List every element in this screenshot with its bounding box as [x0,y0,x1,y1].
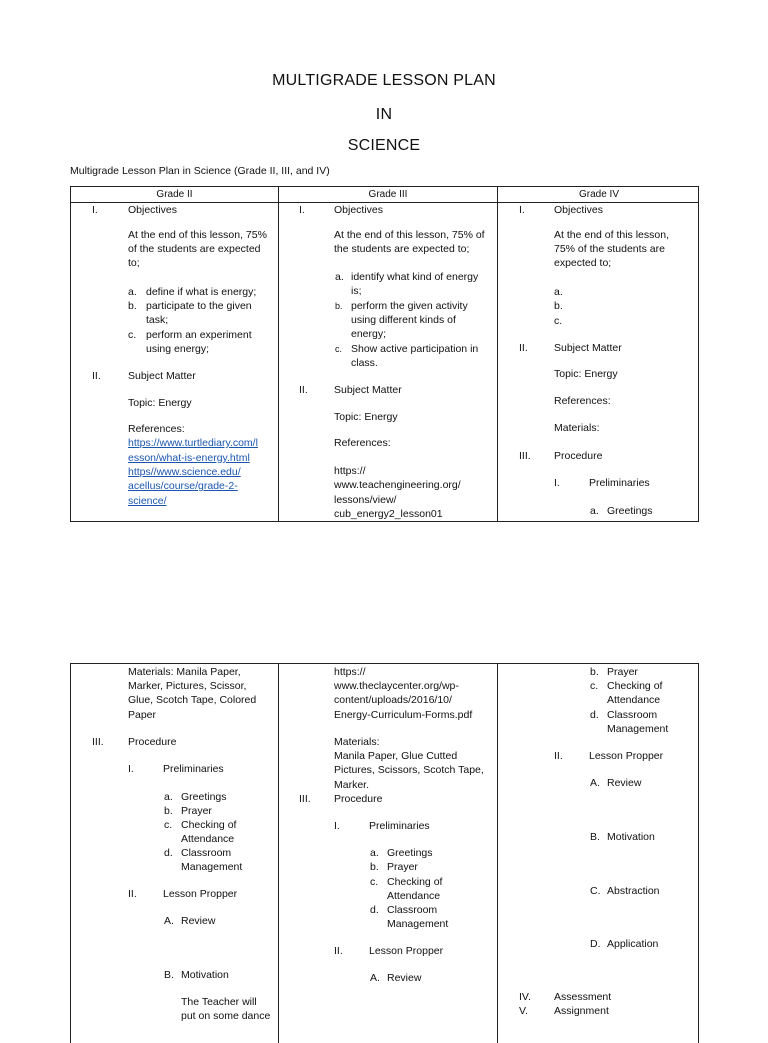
objective-item: identify what kind of energy [351,271,479,283]
abstraction-step: Abstraction [607,885,660,897]
topic-label: Topic: Energy [128,397,192,409]
preliminary-item: Prayer [607,666,638,678]
objectives-intro: to; [128,257,140,269]
column-divider [497,664,498,1043]
assignment-heading: Assignment [554,1005,609,1017]
header-grade-2: Grade II [156,189,193,200]
objective-item: participate to the given [146,300,252,312]
list-marker: a. [335,271,344,283]
preliminary-item: Greetings [181,791,227,803]
list-marker: b. [164,805,173,817]
section-numeral: III. [519,450,531,462]
preliminary-item: Checking of [181,819,237,831]
preliminaries-heading: Preliminaries [369,820,430,832]
topic-label: Topic: Energy [554,368,618,380]
list-marker: c. [164,819,173,831]
list-marker: c. [370,876,379,888]
list-marker: b. [590,666,599,678]
motivation-note: The Teacher will [181,996,257,1008]
objectives-intro: expected to; [554,257,612,269]
materials-text: Pictures, Scissors, Scotch Tape, [334,764,484,776]
reference-url: lessons/view/ [334,494,397,506]
objectives-intro: of the students are expected [128,243,261,255]
preliminary-item: Checking of [387,876,443,888]
section-numeral: I. [299,204,305,216]
reference-link[interactable]: acellus/course/grade-2- [128,480,238,492]
objective-item: energy; [351,328,387,340]
preliminaries-heading: Preliminaries [163,763,224,775]
objectives-intro: At the end of this lesson, 75% of [334,229,485,241]
doc-title-line2: IN [375,106,393,123]
objective-item: perform an experiment [146,329,252,341]
list-marker: c. [128,329,137,341]
objectives-heading: Objectives [334,204,384,216]
list-marker: a. [164,791,173,803]
header-grade-4: Grade IV [578,189,620,200]
objective-item: is; [351,285,362,297]
list-marker: a. [370,847,379,859]
list-marker: D. [590,938,601,950]
list-marker: b. [554,300,563,312]
review-step: Review [181,915,216,927]
assessment-heading: Assessment [554,991,612,1003]
preliminaries-heading: Preliminaries [589,477,650,489]
section-numeral: I. [519,204,525,216]
references-label: References: [554,395,611,407]
references-label: References: [128,423,185,435]
list-marker: A. [164,915,174,927]
list-marker: C. [590,885,601,897]
reference-link[interactable]: https://www.turtlediary.com/l [128,437,258,449]
reference-link[interactable]: science/ [128,495,167,507]
preliminary-item: Classroom [387,904,438,916]
column-divider [278,664,279,1043]
objective-item: class. [351,357,378,369]
reference-url: cub_energy2_lesson01 [334,508,443,520]
motivation-step: Motivation [607,831,655,843]
table-header [71,187,698,203]
preliminary-item: Management [181,861,243,873]
reference-url: content/uploads/2016/10/ [334,694,452,706]
list-marker: c. [335,344,343,354]
preliminary-item: Management [387,918,449,930]
reference-url: https:// [334,666,366,678]
list-marker: d. [590,709,599,721]
objective-item: task; [146,314,169,326]
reference-link[interactable]: https//www.science.edu/ [128,466,241,478]
procedure-heading: Procedure [554,450,603,462]
list-marker: A. [370,972,380,984]
objective-item: using different kinds of [351,314,456,326]
preliminary-item: Attendance [181,833,235,845]
objective-item: Show active participation in [351,343,479,355]
subsection-numeral: II. [334,945,343,957]
column-divider [497,187,498,521]
reference-url: https:// [334,465,366,477]
materials-text: Marker, Pictures, Scissor, [128,680,247,692]
section-numeral: II. [519,342,528,354]
section-numeral: II. [92,370,101,382]
list-marker: c. [554,315,563,327]
objective-item: using energy; [146,343,210,355]
preliminary-item: Attendance [387,890,441,902]
doc-subtitle: Multigrade Lesson Plan in Science (Grade II, III, and IV) [70,165,330,177]
reference-link[interactable]: esson/what-is-energy.html [128,452,250,464]
subsection-numeral: I. [334,820,340,832]
references-label: References: [334,437,391,449]
subsection-numeral: I. [128,763,134,775]
review-step: Review [607,777,642,789]
application-step: Application [607,938,659,950]
section-numeral: V. [519,1005,528,1017]
objectives-heading: Objectives [128,204,178,216]
section-numeral: III. [299,793,311,805]
preliminary-item: Prayer [387,861,418,873]
preliminary-item: Greetings [387,847,433,859]
list-marker: A. [590,777,600,789]
list-marker: a. [590,505,599,517]
materials-text: Manila Paper, Glue Cutted [334,750,458,762]
subsection-numeral: II. [554,750,563,762]
objectives-heading: Objectives [554,204,604,216]
materials-text: Paper [128,709,157,721]
lesson-table-page2 [70,663,699,1043]
objectives-intro: the students are expected to; [334,243,470,255]
lesson-propper-heading: Lesson Propper [369,945,444,957]
lesson-propper-heading: Lesson Propper [589,750,664,762]
preliminary-item: Checking of [607,680,663,692]
preliminary-item: Management [607,723,669,735]
preliminary-item: Attendance [607,694,661,706]
section-numeral: III. [92,736,104,748]
procedure-heading: Procedure [334,793,383,805]
subject-matter-heading: Subject Matter [128,370,196,382]
materials-label: Materials: [554,422,600,434]
header-grade-3: Grade III [368,189,408,200]
subject-matter-heading: Subject Matter [554,342,622,354]
materials-text: Materials: Manila Paper, [128,666,241,678]
objectives-intro: 75% of the students are [554,243,665,255]
lesson-propper-heading: Lesson Propper [163,888,238,900]
doc-title-line3: SCIENCE [347,137,421,154]
list-marker: d. [370,904,379,916]
objectives-intro: At the end of this lesson, 75% [128,229,267,241]
procedure-heading: Procedure [128,736,177,748]
lesson-table-page1 [70,186,699,522]
reference-url: www.teachengineering.org/ [334,479,461,491]
list-marker: c. [590,680,599,692]
list-marker: B. [590,831,600,843]
preliminary-item: Classroom [607,709,658,721]
section-numeral: I. [92,204,98,216]
materials-text: Glue, Scotch Tape, Colored [128,694,257,706]
subsection-numeral: I. [554,477,560,489]
motivation-step: Motivation [181,969,229,981]
column-divider [278,187,279,521]
objective-item: define if what is energy; [146,286,257,298]
greetings-item: Greetings [607,505,653,517]
review-step: Review [387,972,422,984]
preliminary-item: Classroom [181,847,232,859]
objective-item: perform the given activity [351,300,468,312]
list-marker: b. [128,300,137,312]
list-marker: a. [554,286,563,298]
subject-matter-heading: Subject Matter [334,384,402,396]
doc-title-line1: MULTIGRADE LESSON PLAN [272,72,496,89]
section-numeral: IV. [519,991,531,1003]
materials-text: Materials: [334,736,380,748]
list-marker: B. [164,969,174,981]
materials-text: Marker. [334,779,370,791]
reference-url: www.theclaycenter.org/wp- [334,680,459,692]
list-marker: b. [335,301,343,311]
list-marker: a. [128,286,137,298]
reference-url: Energy-Curriculum-Forms.pdf [334,709,473,721]
objectives-intro: At the end of this lesson, [554,229,669,241]
list-marker: b. [370,861,379,873]
list-marker: d. [164,847,173,859]
preliminary-item: Prayer [181,805,212,817]
subsection-numeral: II. [128,888,137,900]
section-numeral: II. [299,384,308,396]
motivation-note: put on some dance [181,1010,271,1022]
topic-label: Topic: Energy [334,411,398,423]
